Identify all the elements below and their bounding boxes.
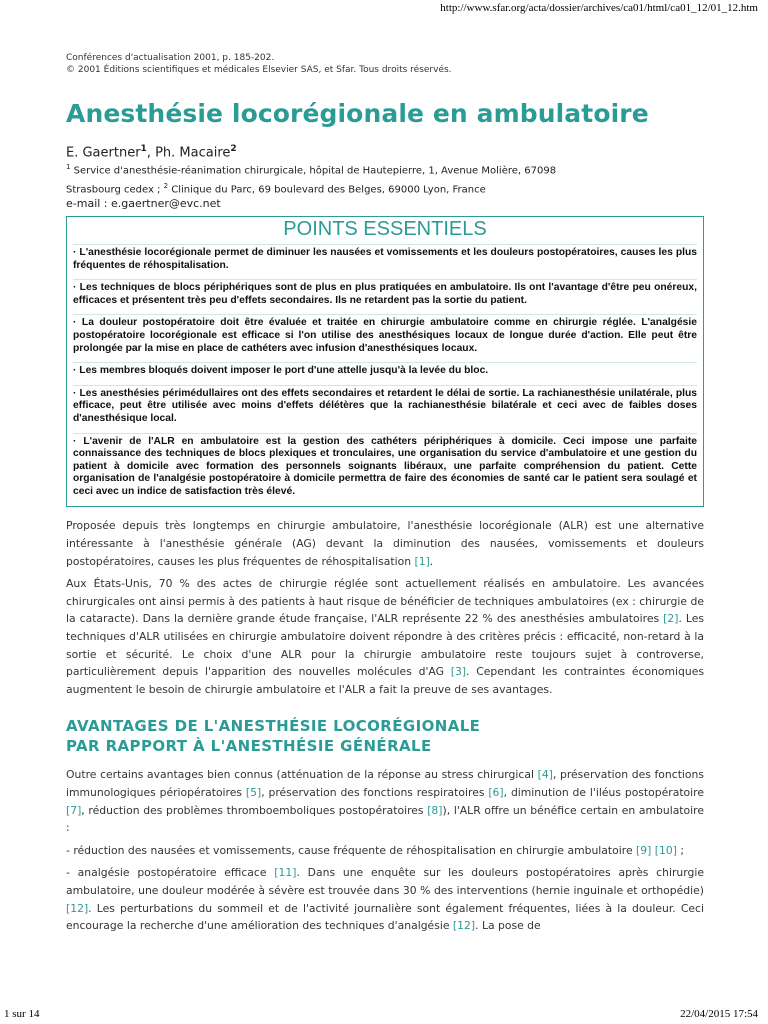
paragraph-text: . Dans une enquête sur les douleurs postopératoires après chirurgie ambulatoire, une douleur modérée à sévère est trouvée dans 30 % des interventions (hernie inguinale et orthopédie) (66, 866, 704, 897)
paragraph-text: - réduction des nausées et vomissements, cause fréquente de réhospitalisation en chirurgie ambulatoire (66, 843, 637, 857)
print-page-number: 1 sur 14 (4, 1008, 40, 1020)
key-point: · La douleur postopératoire doit être évaluée et traitée en chirurgie ambulatoire comme en chirurgie réglée. L'analgésie postopératoire locorégionale est efficace si l'on utilise des anesthésiques locaux de longue durée d'action. Elle peut être prolongée par la mise en place de cathéters avec infusion d'anesthésiques locaux. (73, 314, 697, 362)
key-points-box (66, 216, 704, 508)
paragraph-text: , préservation des fonctions respiratoires (261, 786, 489, 800)
key-point: · Les membres bloqués doivent imposer le port d'une attelle jusqu'à la levée du bloc. (73, 362, 697, 385)
affiliation-2-mark: 2 (163, 181, 169, 190)
affiliation-1-city: Strasbourg cedex ; (66, 183, 164, 195)
body-paragraph (66, 864, 704, 934)
affiliations (66, 160, 704, 197)
affiliation-1: Service d'anesthésie-réanimation chirurgicale, hôpital de Hautepierre, 1, Avenue Molière, 67098 (70, 165, 557, 177)
reference-link[interactable]: [4] (537, 768, 553, 782)
copyright-line: © 2001 Éditions scientifiques et médicales Elsevier SAS, et Sfar. Tous droits réservés. (66, 65, 452, 75)
key-point: · Les anesthésies périmédullaires ont des effets secondaires et retardent le délai de sortie. La rachianesthésie unilatérale, plus efficace, peut être utilisée avec moins d'effets délétères que la rachianesthésie bilatérale et ceci avec de faibles doses d'anesthésique local. (73, 385, 697, 433)
body-paragraph (66, 517, 704, 570)
article-title: Anesthésie locorégionale en ambulatoire (66, 99, 649, 128)
paragraph-text: . Les perturbations du sommeil et de l'activité journalière sont également fréquentes, liées à la douleur. Ceci encourage la recherche d'une amélioration des techniques d'analgésie (66, 901, 704, 933)
reference-link[interactable]: [8] (427, 803, 443, 817)
reference-link[interactable]: [9] (636, 843, 652, 857)
key-point: · L'avenir de l'ALR en ambulatoire est la gestion des cathéters périphériques à domicile. Ceci impose une parfaite connaissance des techniques de blocs plexiques et tronculaires, une organisation du service d'ambulatoire et une gestion du patient à domicile avec formation des personnels soignants libéraux, une parfaite compréhension du patient. Cette organisation de l'analgésie postopératoire à domicile permettra de faire des économies de santé car le patient sera soulagé et ceci avec un indice de satisfaction très élevé. (73, 433, 697, 499)
key-points-title: POINTS ESSENTIELS (283, 217, 487, 240)
affiliation-2: Clinique du Parc, 69 boulevard des Belges, 69000 Lyon, France (168, 183, 486, 195)
citation-line: Conférences d'actualisation 2001, p. 185-202. (66, 53, 275, 63)
paragraph-text: - analgésie postopératoire efficace (66, 866, 275, 880)
reference-link[interactable]: [12] (66, 901, 89, 915)
paragraph-text: Outre certains avantages bien connus (atténuation de la réponse au stress chirurgical (66, 768, 538, 782)
authors (66, 144, 704, 160)
paragraph-text: . Les techniques d'ALR utilisées en chirurgie ambulatoire doivent répondre à des critères précis : efficacité, non-retard à la sortie et sécurité. Le choix d'une ALR pour la chirurgie ambulatoire reste toujours sujet à controverse, particulièrement depuis l'apparition des nouvelles molécules d'AG (66, 612, 704, 679)
reference-link[interactable]: [11] (274, 866, 297, 880)
reference-link[interactable]: [12] (452, 919, 476, 933)
reference-link[interactable]: [6] (488, 786, 504, 800)
paragraph-text: ), l'ALR offre un bénéfice certain en ambulatoire : (66, 803, 704, 835)
reference-link[interactable]: [10] (654, 843, 677, 857)
reference-link[interactable]: [3] (450, 665, 467, 679)
author-2-affiliation-mark: 2 (230, 144, 237, 154)
section-heading-line: PAR RAPPORT À L'ANESTHÉSIE GÉNÉRALE (66, 737, 432, 756)
section-heading (66, 716, 704, 756)
key-point: · Les techniques de blocs périphériques sont de plus en plus pratiquées en ambulatoire. Ils ont l'avantage d'être peu onéreux, efficaces et présentent très peu d'effets secondaires. Ils ne retardent pas la sortie du patient. (73, 279, 697, 314)
paragraph-text: , réduction des problèmes thromboemboliques postopératoires (81, 803, 428, 817)
body-paragraph (66, 842, 704, 860)
section-heading-line: AVANTAGES DE L'ANESTHÉSIE LOCORÉGIONALE (66, 717, 481, 736)
author-separator: , (146, 145, 156, 161)
author-1: E. Gaertner (66, 145, 141, 161)
reference-link[interactable]: [1] (414, 554, 430, 568)
paragraph-text: . La pose de (475, 919, 541, 933)
body-paragraph (66, 575, 704, 698)
affiliation-1-mark: 1 (66, 163, 71, 172)
reference-link[interactable]: [2] (663, 612, 679, 626)
key-point: · L'anesthésie locorégionale permet de diminuer les nausées et vomissements et les douleurs postopératoires, causes les plus fréquentes de réhospitalisation. (73, 244, 697, 279)
body-paragraph (66, 766, 704, 836)
paragraph-text: ; (676, 843, 685, 857)
reference-link[interactable]: [5] (245, 786, 262, 800)
paragraph-text: Proposée depuis très longtemps en chirurgie ambulatoire, l'anesthésie locorégionale (ALR) est une alternative intéressante à l'anesthésie générale (AG) devant la diminution des nausées, vomissements et douleurs postopératoires, causes les plus fréquentes de réhospitalisation (66, 519, 704, 568)
reference-link[interactable]: [7] (66, 803, 82, 817)
paragraph-text: , préservation des fonctions immunologiques périopératoires (66, 768, 704, 800)
paragraph-text: . Cependant les contraintes économiques augmentent le besoin de chirurgie ambulatoire et l'ALR a fait la preuve de ses avantages. (66, 665, 704, 696)
article (66, 52, 704, 940)
print-datetime: 22/04/2015 17:54 (680, 1008, 758, 1020)
print-url: http://www.sfar.org/acta/dossier/archives/ca01/html/ca01_12/01_12.htm (440, 2, 758, 14)
author-1-affiliation-mark: 1 (140, 144, 147, 154)
paragraph-text: Aux États-Unis, 70 % des actes de chirurgie réglée sont actuellement réalisés en ambulatoire. Les avancées chirurgicales ont ainsi permis à des patients à haut risque de bénéficier de techniques ambulatoires (ex : chirurgie de la cataracte). Dans la dernière grande étude française, l'ALR représente 22 % des anesthésies ambulatoires (66, 577, 704, 626)
author-2: Ph. Macaire (155, 145, 231, 161)
author-email[interactable]: e-mail : e.gaertner@evc.net (66, 196, 221, 210)
paragraph-text: , diminution de l'iléus postopératoire (503, 786, 705, 800)
paragraph-text: . (429, 554, 434, 568)
